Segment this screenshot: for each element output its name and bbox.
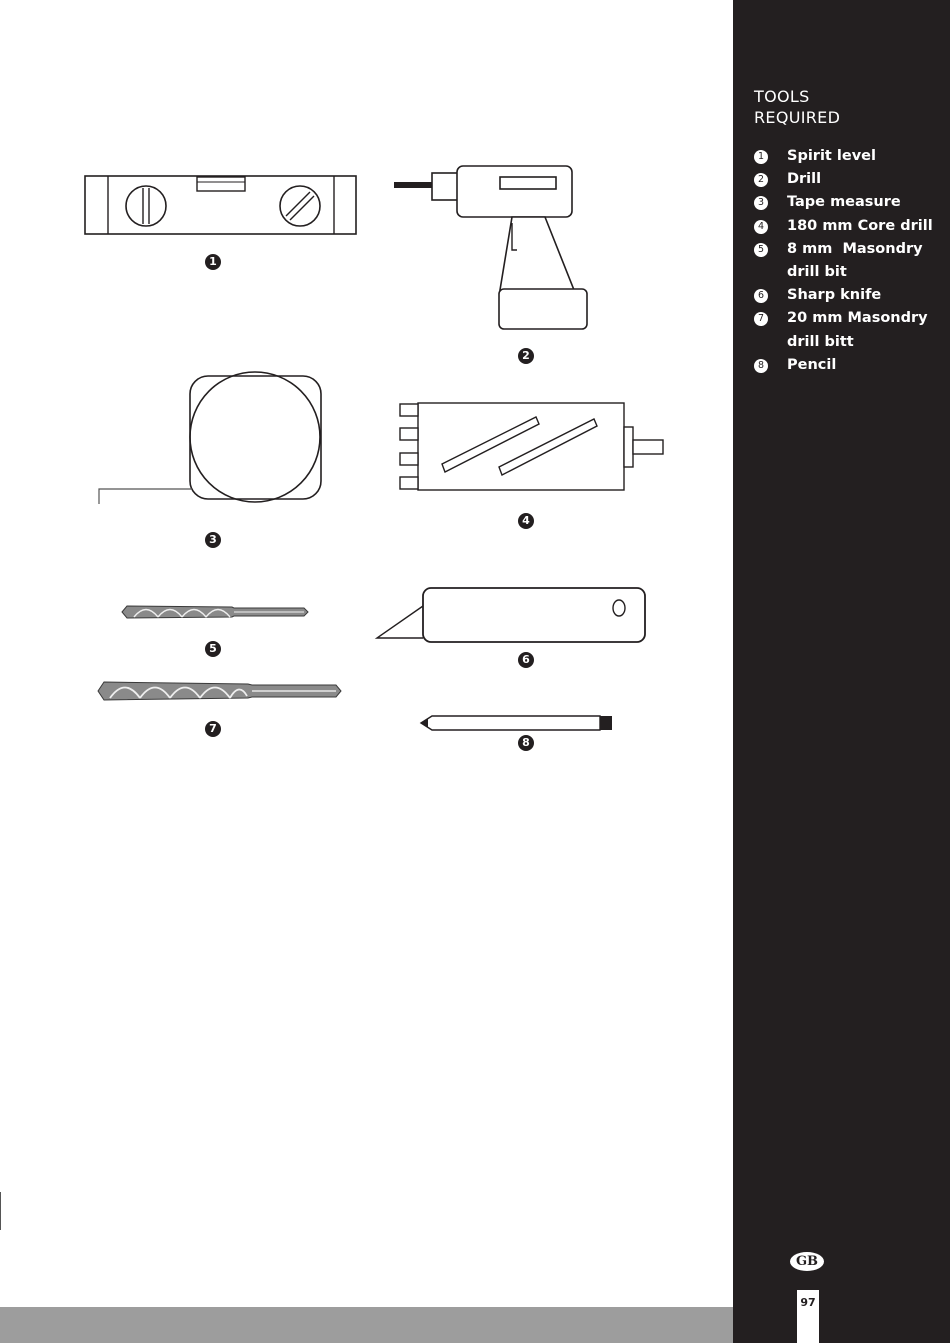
- core-drill-illustration: [398, 401, 666, 493]
- figure-label-8: 8: [518, 735, 534, 751]
- tool-item-masonry-bit-8mm: [754, 238, 937, 284]
- figure-label-1: 1: [205, 254, 221, 270]
- page-edge-mark: [0, 1192, 1, 1230]
- tool-item-label: Spirit level: [787, 148, 876, 164]
- tool-item-core-drill: [754, 215, 937, 238]
- tools-list: [754, 145, 937, 377]
- tool-item-sharp-knife: [754, 284, 937, 307]
- sidebar: [733, 0, 950, 1343]
- tool-item-label: 8 mm Masondry drill bit: [787, 240, 928, 281]
- sharp-knife-illustration: [375, 586, 649, 646]
- tool-number-badge: 8: [754, 359, 768, 373]
- tool-item-spirit-level: [754, 145, 937, 168]
- tool-number-badge: 3: [754, 196, 768, 210]
- tool-item-label: Pencil: [787, 356, 837, 373]
- figure-label-6: 6: [518, 652, 534, 668]
- section-title-line-2: REQUIRED: [754, 108, 841, 127]
- figure-label-2: 2: [518, 348, 534, 364]
- figure-label-3: 3: [205, 532, 221, 548]
- tool-item-drill: [754, 168, 937, 191]
- tool-item-tape-measure: [754, 191, 937, 214]
- figure-label-7: 7: [205, 721, 221, 737]
- tool-number-badge: 1: [754, 150, 768, 164]
- pencil-illustration: [420, 714, 614, 732]
- figure-label-4: 4: [518, 513, 534, 529]
- tool-item-pencil: [754, 354, 937, 377]
- tool-item-label: 180 mm Core drill: [787, 217, 933, 234]
- spirit-level-illustration: [84, 174, 358, 236]
- section-title-line-1: TOOLS: [754, 87, 810, 106]
- tool-number-badge: 6: [754, 289, 768, 303]
- page-number: 97: [797, 1290, 819, 1343]
- footer-bar: [0, 1307, 733, 1343]
- section-title: [754, 86, 840, 128]
- language-badge: GB: [790, 1252, 824, 1271]
- tool-item-label: Drill: [787, 171, 822, 188]
- tool-number-badge: 5: [754, 243, 768, 257]
- tool-number-badge: 2: [754, 173, 768, 187]
- masonry-drill-bit-20mm-illustration: [96, 679, 344, 703]
- tool-number-badge: 7: [754, 312, 768, 326]
- figure-label-5: 5: [205, 641, 221, 657]
- masonry-drill-bit-8mm-illustration: [120, 603, 310, 621]
- tool-number-badge: 4: [754, 220, 768, 234]
- tool-item-masonry-bit-20mm: [754, 307, 937, 353]
- tool-item-label: 20 mm Masondry drill bitt: [787, 310, 928, 350]
- tool-item-label: Tape measure: [787, 194, 901, 211]
- tool-item-label: Sharp knife: [787, 287, 882, 304]
- drill-illustration: [394, 163, 592, 333]
- tape-measure-illustration: [97, 374, 325, 504]
